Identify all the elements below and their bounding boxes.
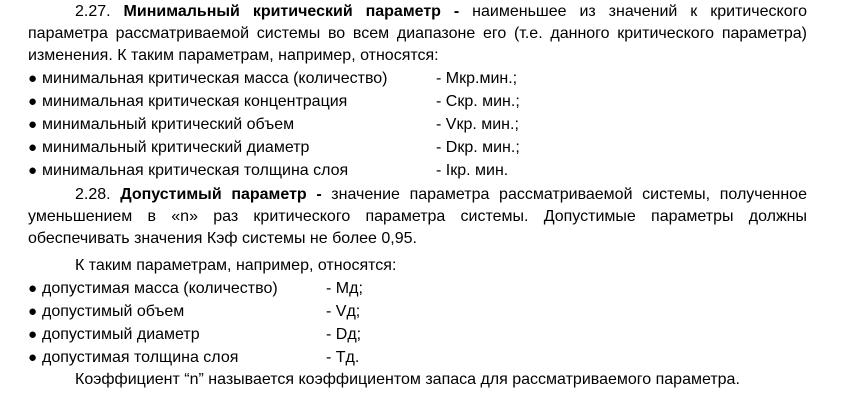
list-item	[28, 67, 807, 90]
bullet-icon: ●	[28, 303, 38, 320]
list-item-term: минимальная критическая толщина слоя	[42, 162, 349, 179]
list-item-term: допустимая масса (количество)	[42, 280, 278, 297]
list-item-term: минимальная критическая масса (количество)	[42, 70, 388, 87]
list-item-term: допустимая толщина слоя	[42, 349, 239, 366]
list-item-symbol: - Iкр. мин.	[436, 162, 509, 179]
section-2-28-paragraph	[28, 184, 807, 250]
list-item-symbol: - Vкр. мин.;	[436, 116, 519, 133]
section-2-28-closing: Коэффициент “n” называется коэффициентом запаса для рассматриваемого параметра.	[75, 371, 740, 388]
list-item-symbol: - Тд.	[326, 349, 360, 366]
bullet-icon: ●	[28, 280, 38, 297]
critical-parameters-list	[28, 67, 807, 182]
allowed-parameters-list	[28, 277, 807, 369]
section-2-27-number: 2.27.	[75, 3, 111, 20]
bullet-icon: ●	[28, 116, 38, 133]
list-item	[28, 90, 807, 113]
list-item	[28, 113, 807, 136]
list-item-term: допустимый диаметр	[42, 326, 200, 343]
list-item	[28, 159, 807, 182]
bullet-icon: ●	[28, 139, 38, 156]
bullet-icon: ●	[28, 349, 38, 366]
bullet-icon: ●	[28, 162, 38, 179]
list-item-symbol: - Скр. мин.;	[436, 93, 520, 110]
section-2-27-definition: наименьшее из значений к критического параметра рассматриваемой системы во всем диапазоне его (т.е. данного критического параметра) изменения. К таким параметрам, например, относятся:	[28, 3, 807, 64]
section-2-28-number: 2.28.	[75, 186, 111, 203]
section-2-28-intro: К таким параметрам, например, относятся:	[75, 257, 397, 274]
section-2-28-definition: значение параметра рассматриваемой системы, полученное уменьшением в «n» раз критического параметра системы. Допустимые параметры должны обеспечивать значения Кэф системы не более 0,95.	[28, 186, 807, 247]
section-2-28-term: Допустимый параметр -	[120, 186, 322, 203]
list-item	[28, 300, 807, 323]
list-item-symbol: - Dкр. мин.;	[436, 139, 520, 156]
section-2-27-term: Минимальный критический параметр -	[123, 3, 460, 20]
list-item	[28, 346, 807, 369]
list-item-term: допустимый объем	[42, 303, 185, 320]
bullet-icon: ●	[28, 326, 38, 343]
list-item-symbol: - Vд;	[326, 303, 361, 320]
list-item	[28, 136, 807, 159]
list-item-term: минимальный критический диаметр	[42, 139, 310, 156]
bullet-icon: ●	[28, 70, 38, 87]
bullet-icon: ●	[28, 93, 38, 110]
list-item-term: минимальный критический объем	[42, 116, 295, 133]
list-item-symbol: - Мд;	[326, 280, 363, 297]
section-2-27-paragraph	[28, 1, 807, 67]
list-item	[28, 323, 807, 346]
list-item	[28, 277, 807, 300]
list-item-symbol: - Dд;	[326, 326, 362, 343]
list-item-symbol: - Мкр.мин.;	[436, 70, 518, 87]
list-item-term: минимальная критическая концентрация	[42, 93, 348, 110]
